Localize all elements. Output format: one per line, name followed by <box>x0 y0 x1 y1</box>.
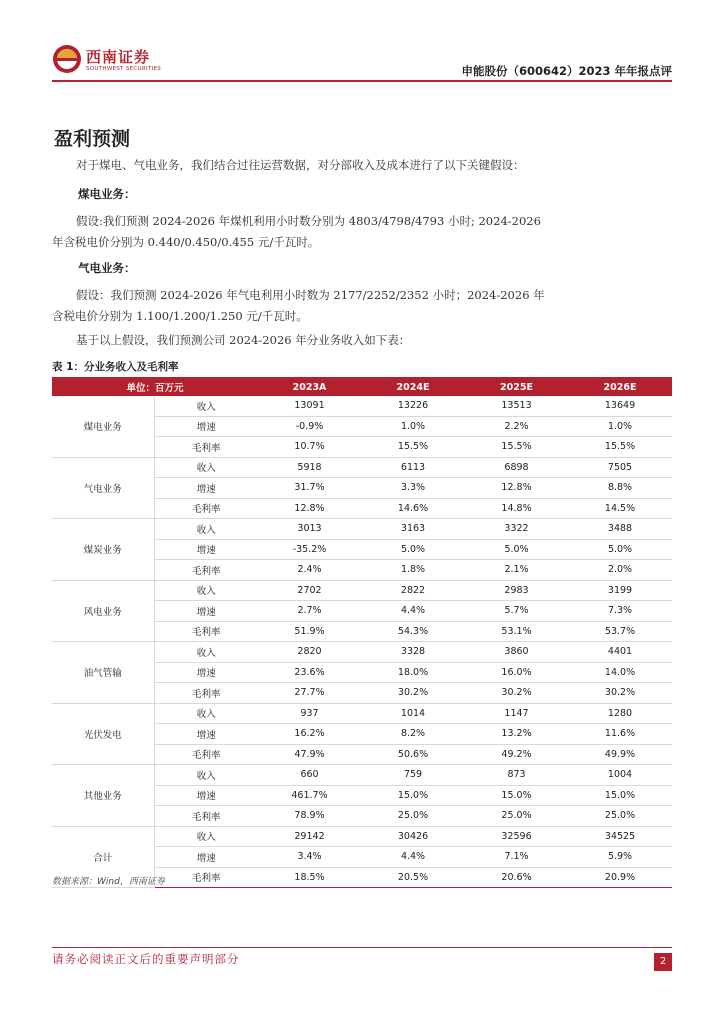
value-cell: 2.2% <box>465 416 568 437</box>
value-cell: 3.3% <box>361 478 465 499</box>
logo-chinese-name: 西南证券 <box>86 48 151 66</box>
value-cell: 20.9% <box>568 867 672 888</box>
metric-label: 收入 <box>154 457 258 478</box>
value-cell: 20.5% <box>361 867 465 888</box>
value-cell: 5918 <box>258 457 361 478</box>
metric-label: 增速 <box>154 724 258 745</box>
value-cell: 32596 <box>465 826 568 847</box>
value-cell: 15.5% <box>465 437 568 458</box>
footer-divider <box>52 947 672 948</box>
coal-assumption-line-2: 年含税电价分别为 0.440/0.450/0.455 元/千瓦时。 <box>52 235 320 249</box>
metric-label: 增速 <box>154 601 258 622</box>
metric-label: 增速 <box>154 785 258 806</box>
value-cell: 5.9% <box>568 847 672 868</box>
value-cell: 18.0% <box>361 662 465 683</box>
table-body <box>52 396 672 888</box>
value-cell: 30426 <box>361 826 465 847</box>
value-cell: 15.5% <box>568 437 672 458</box>
table-row <box>52 826 672 847</box>
value-cell: 20.6% <box>465 867 568 888</box>
value-cell: 1147 <box>465 703 568 724</box>
value-cell: 13226 <box>361 396 465 416</box>
coal-assumption-line-1: 假设:我们预测 2024-2026 年煤机利用小时数分别为 4803/4798/4793 小时; 2024-2026 <box>76 214 541 228</box>
value-cell: 49.9% <box>568 744 672 765</box>
value-cell: 11.6% <box>568 724 672 745</box>
value-cell: 5.0% <box>361 539 465 560</box>
value-cell: 12.8% <box>258 498 361 519</box>
value-cell: 1.8% <box>361 560 465 581</box>
intro-paragraph: 对于煤电、气电业务，我们结合过往运营数据，对分部收入及成本进行了以下关键假设： <box>76 158 525 172</box>
gas-assumption <box>52 285 545 327</box>
value-cell: 23.6% <box>258 662 361 683</box>
metric-label: 收入 <box>154 765 258 786</box>
metric-label: 毛利率 <box>154 621 258 642</box>
value-cell: 6113 <box>361 457 465 478</box>
segment-name: 煤炭业务 <box>52 519 154 581</box>
value-cell: 2.0% <box>568 560 672 581</box>
value-cell: 29142 <box>258 826 361 847</box>
metric-label: 毛利率 <box>154 744 258 765</box>
value-cell: 2.4% <box>258 560 361 581</box>
disclaimer-note: 请务必阅读正文后的重要声明部分 <box>52 952 240 966</box>
value-cell: 15.5% <box>361 437 465 458</box>
value-cell: 2822 <box>361 580 465 601</box>
metric-label: 收入 <box>154 642 258 663</box>
value-cell: 15.0% <box>465 785 568 806</box>
report-title: 申能股份（600642）2023 年年报点评 <box>461 64 672 78</box>
value-cell: 7.1% <box>465 847 568 868</box>
value-cell: 10.7% <box>258 437 361 458</box>
value-cell: 16.2% <box>258 724 361 745</box>
metric-label: 收入 <box>154 396 258 416</box>
value-cell: 16.0% <box>465 662 568 683</box>
value-cell: 1.0% <box>568 416 672 437</box>
value-cell: 2.1% <box>465 560 568 581</box>
header-divider <box>52 80 672 82</box>
value-cell: 14.5% <box>568 498 672 519</box>
value-cell: 25.0% <box>465 806 568 827</box>
table-row <box>52 580 672 601</box>
value-cell: 5.7% <box>465 601 568 622</box>
gas-heading: 气电业务： <box>78 261 136 275</box>
segment-name: 风电业务 <box>52 580 154 642</box>
metric-label: 毛利率 <box>154 560 258 581</box>
metric-label: 增速 <box>154 662 258 683</box>
unit-header: 单位：百万元 <box>52 378 258 396</box>
table-row <box>52 765 672 786</box>
segment-name: 光伏发电 <box>52 703 154 765</box>
value-cell: 47.9% <box>258 744 361 765</box>
table-row <box>52 642 672 663</box>
value-cell: 2702 <box>258 580 361 601</box>
metric-label: 收入 <box>154 826 258 847</box>
value-cell: 25.0% <box>568 806 672 827</box>
value-cell: 3322 <box>465 519 568 540</box>
value-cell: 5.0% <box>465 539 568 560</box>
value-cell: 7505 <box>568 457 672 478</box>
gas-assumption-line-1: 假设：我们预测 2024-2026 年气电利用小时数为 2177/2252/2352 小时；2024-2026 年 <box>76 288 545 302</box>
year-header: 2026E <box>568 378 672 396</box>
metric-label: 收入 <box>154 580 258 601</box>
value-cell: 34525 <box>568 826 672 847</box>
value-cell: 30.2% <box>568 683 672 704</box>
value-cell: 4.4% <box>361 847 465 868</box>
segment-name: 油气管输 <box>52 642 154 704</box>
value-cell: 12.8% <box>465 478 568 499</box>
metric-label: 收入 <box>154 703 258 724</box>
value-cell: 2.7% <box>258 601 361 622</box>
value-cell: 14.6% <box>361 498 465 519</box>
value-cell: 13513 <box>465 396 568 416</box>
value-cell: 937 <box>258 703 361 724</box>
value-cell: 1.0% <box>361 416 465 437</box>
value-cell: 8.2% <box>361 724 465 745</box>
value-cell: 14.0% <box>568 662 672 683</box>
metric-label: 增速 <box>154 539 258 560</box>
value-cell: 2983 <box>465 580 568 601</box>
metric-label: 毛利率 <box>154 806 258 827</box>
gas-assumption-line-2: 含税电价分别为 1.100/1.200/1.250 元/千瓦时。 <box>52 309 308 323</box>
table-row <box>52 519 672 540</box>
value-cell: 1280 <box>568 703 672 724</box>
table-header-row <box>52 378 672 396</box>
value-cell: 13649 <box>568 396 672 416</box>
value-cell: 3013 <box>258 519 361 540</box>
value-cell: 53.7% <box>568 621 672 642</box>
year-header: 2024E <box>361 378 465 396</box>
year-header: 2025E <box>465 378 568 396</box>
value-cell: 4.4% <box>361 601 465 622</box>
value-cell: 8.8% <box>568 478 672 499</box>
table-title: 表 1：分业务收入及毛利率 <box>52 361 179 373</box>
coal-heading: 煤电业务： <box>78 187 136 201</box>
value-cell: 15.0% <box>568 785 672 806</box>
logo-english-name: SOUTHWEST SECURITIES <box>86 66 162 72</box>
value-cell: 15.0% <box>361 785 465 806</box>
page-number: 2 <box>654 953 672 971</box>
value-cell: 54.3% <box>361 621 465 642</box>
logo-mark-icon <box>52 44 82 74</box>
value-cell: -0.9% <box>258 416 361 437</box>
value-cell: 1004 <box>568 765 672 786</box>
data-source: 数据来源：Wind，西南证券 <box>52 877 165 887</box>
metric-label: 毛利率 <box>154 498 258 519</box>
value-cell: 873 <box>465 765 568 786</box>
value-cell: 5.0% <box>568 539 672 560</box>
company-logo <box>52 44 202 78</box>
conclusion-paragraph: 基于以上假设，我们预测公司 2024-2026 年分业务收入如下表： <box>76 333 411 347</box>
segment-name: 气电业务 <box>52 457 154 519</box>
value-cell: 2820 <box>258 642 361 663</box>
value-cell: 3199 <box>568 580 672 601</box>
value-cell: 1014 <box>361 703 465 724</box>
value-cell: 27.7% <box>258 683 361 704</box>
metric-label: 增速 <box>154 847 258 868</box>
value-cell: 3860 <box>465 642 568 663</box>
table-row <box>52 703 672 724</box>
value-cell: 3.4% <box>258 847 361 868</box>
segment-revenue-table <box>52 378 672 888</box>
value-cell: -35.2% <box>258 539 361 560</box>
value-cell: 3488 <box>568 519 672 540</box>
value-cell: 18.5% <box>258 867 361 888</box>
metric-label: 收入 <box>154 519 258 540</box>
value-cell: 53.1% <box>465 621 568 642</box>
metric-label: 毛利率 <box>154 437 258 458</box>
coal-assumption <box>52 211 540 253</box>
value-cell: 4401 <box>568 642 672 663</box>
value-cell: 51.9% <box>258 621 361 642</box>
value-cell: 78.9% <box>258 806 361 827</box>
value-cell: 7.3% <box>568 601 672 622</box>
segment-name: 其他业务 <box>52 765 154 827</box>
value-cell: 30.2% <box>465 683 568 704</box>
metric-label: 毛利率 <box>154 867 258 888</box>
value-cell: 14.8% <box>465 498 568 519</box>
metric-label: 毛利率 <box>154 683 258 704</box>
value-cell: 31.7% <box>258 478 361 499</box>
value-cell: 3163 <box>361 519 465 540</box>
value-cell: 49.2% <box>465 744 568 765</box>
value-cell: 13091 <box>258 396 361 416</box>
table-row <box>52 457 672 478</box>
value-cell: 50.6% <box>361 744 465 765</box>
metric-label: 增速 <box>154 478 258 499</box>
value-cell: 13.2% <box>465 724 568 745</box>
value-cell: 6898 <box>465 457 568 478</box>
value-cell: 25.0% <box>361 806 465 827</box>
segment-name: 合计 <box>52 826 154 888</box>
segment-name: 煤电业务 <box>52 396 154 457</box>
table-row <box>52 396 672 416</box>
section-title: 盈利预测 <box>54 128 131 150</box>
value-cell: 660 <box>258 765 361 786</box>
value-cell: 461.7% <box>258 785 361 806</box>
metric-label: 增速 <box>154 416 258 437</box>
value-cell: 3328 <box>361 642 465 663</box>
value-cell: 30.2% <box>361 683 465 704</box>
year-header: 2023A <box>258 378 361 396</box>
value-cell: 759 <box>361 765 465 786</box>
